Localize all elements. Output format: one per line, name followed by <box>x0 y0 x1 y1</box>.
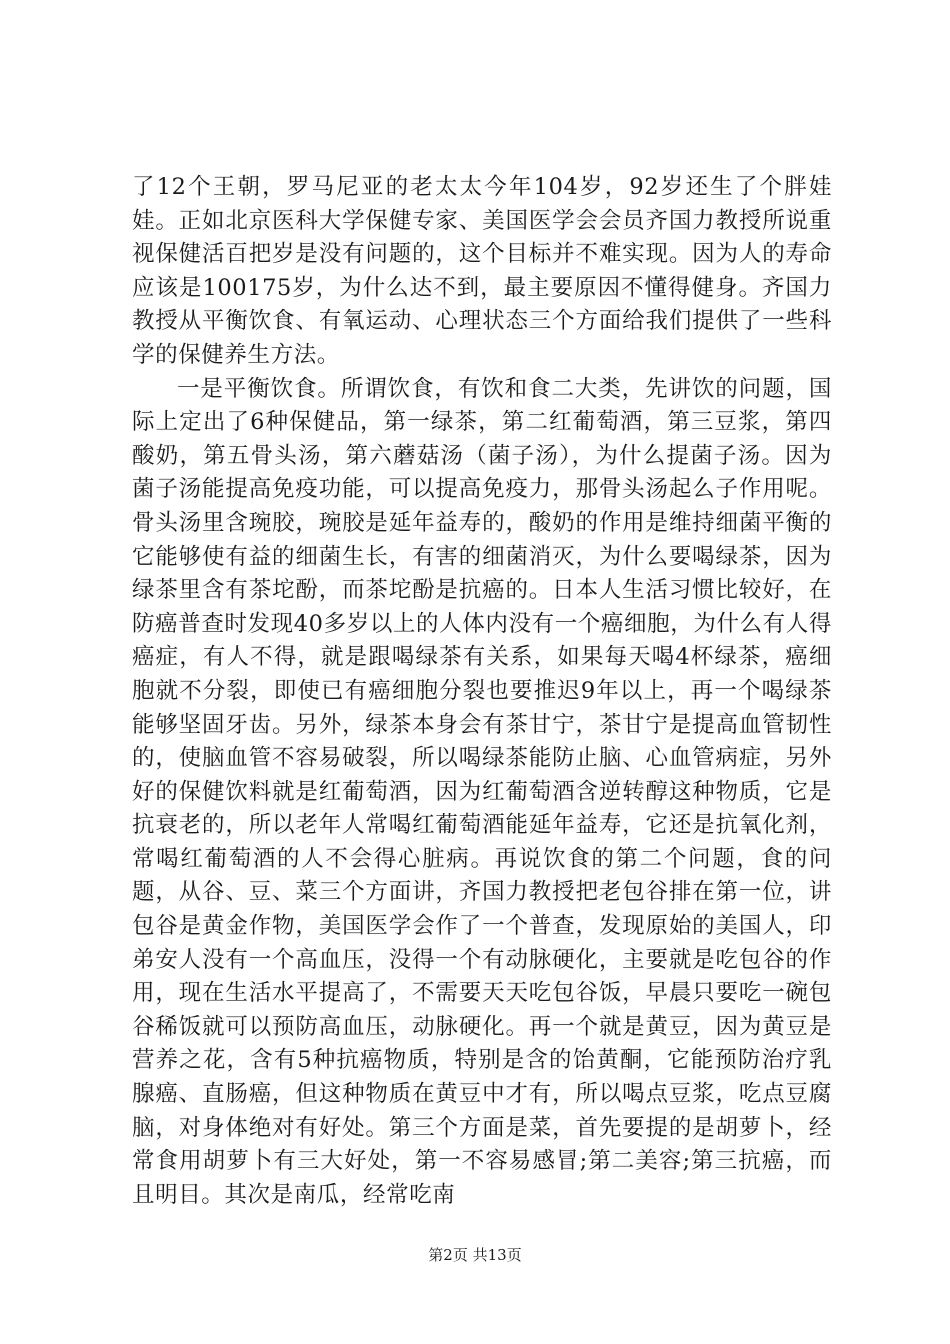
paragraph-2: 一是平衡饮食。所谓饮食，有饮和食二大类，先讲饮的问题，国际上定出了6种保健品，第一绿茶，第二红葡萄酒，第三豆浆，第四酸奶，第五骨头汤，第六蘑菇汤（菌子汤），为什么提菌子汤。因为菌子汤能提高免疫功能，可以提高免疫力，那骨头汤起么子作用呢。骨头汤里含琬胶，琬胶是延年益寿的，酸奶的作用是维持细菌平衡的它能够使有益的细菌生长，有害的细菌消灭，为什么要喝绿茶，因为绿茶里含有茶坨酚，而茶坨酚是抗癌的。日本人生活习惯比较好，在防癌普查时发现40多岁以上的人体内没有一个癌细胞，为什么有人得癌症，有人不得，就是跟喝绿茶有关系，如果每天喝4杯绿茶，癌细胞就不分裂，即使已有癌细胞分裂也要推迟9年以上，再一个喝绿茶能够坚固牙齿。另外，绿茶本身会有茶甘宁，茶甘宁是提高血管韧性的，使脑血管不容易破裂，所以喝绿茶能防止脑、心血管病症，另外好的保健饮料就是红葡萄酒，因为红葡萄酒含逆转醇这种物质，它是抗衰老的，所以老年人常喝红葡萄酒能延年益寿，它还是抗氧化剂，常喝红葡萄酒的人不会得心脏病。再说饮食的第二个问题，食的问题，从谷、豆、菜三个方面讲，齐国力教授把老包谷排在第一位，讲包谷是黄金作物，美国医学会作了一个普查，发现原始的美国人，印弟安人没有一个高血压，没得一个有动脉硬化，主要就是吃包谷的作用，现在生活水平提高了，不需要天天吃包谷饭，早晨只要吃一碗包谷稀饭就可以预防高血压，动脉硬化。再一个就是黄豆，因为黄豆是营养之花，含有5种抗癌物质，特别是含的饴黄酮，它能预防治疗乳腺癌、直肠癌，但这种物质在黄豆中才有，所以喝点豆浆，吃点豆腐脑，对身体绝对有好处。第三个方面是菜，首先要提的是胡萝卜，经常食用胡萝卜有三大好处，第一不容易感冒;第二美容;第三抗癌，而且明目。其次是南瓜，经常吃南 <box>132 375 832 1208</box>
document-body <box>132 171 832 1212</box>
page-number-footer: 第2页 共13页 <box>428 1246 522 1264</box>
paragraph-1: 了12个王朝，罗马尼亚的老太太今年104岁，92岁还生了个胖娃娃。正如北京医科大学保健专家、美国医学会会员齐国力教授所说重视保健活百把岁是没有问题的，这个目标并不难实现。因为人的寿命应该是100175岁，为什么达不到，最主要原因不懂得健身。齐国力教授从平衡饮食、有氧运动、心理状态三个方面给我们提供了一些科学的保健养生方法。 <box>132 174 832 368</box>
